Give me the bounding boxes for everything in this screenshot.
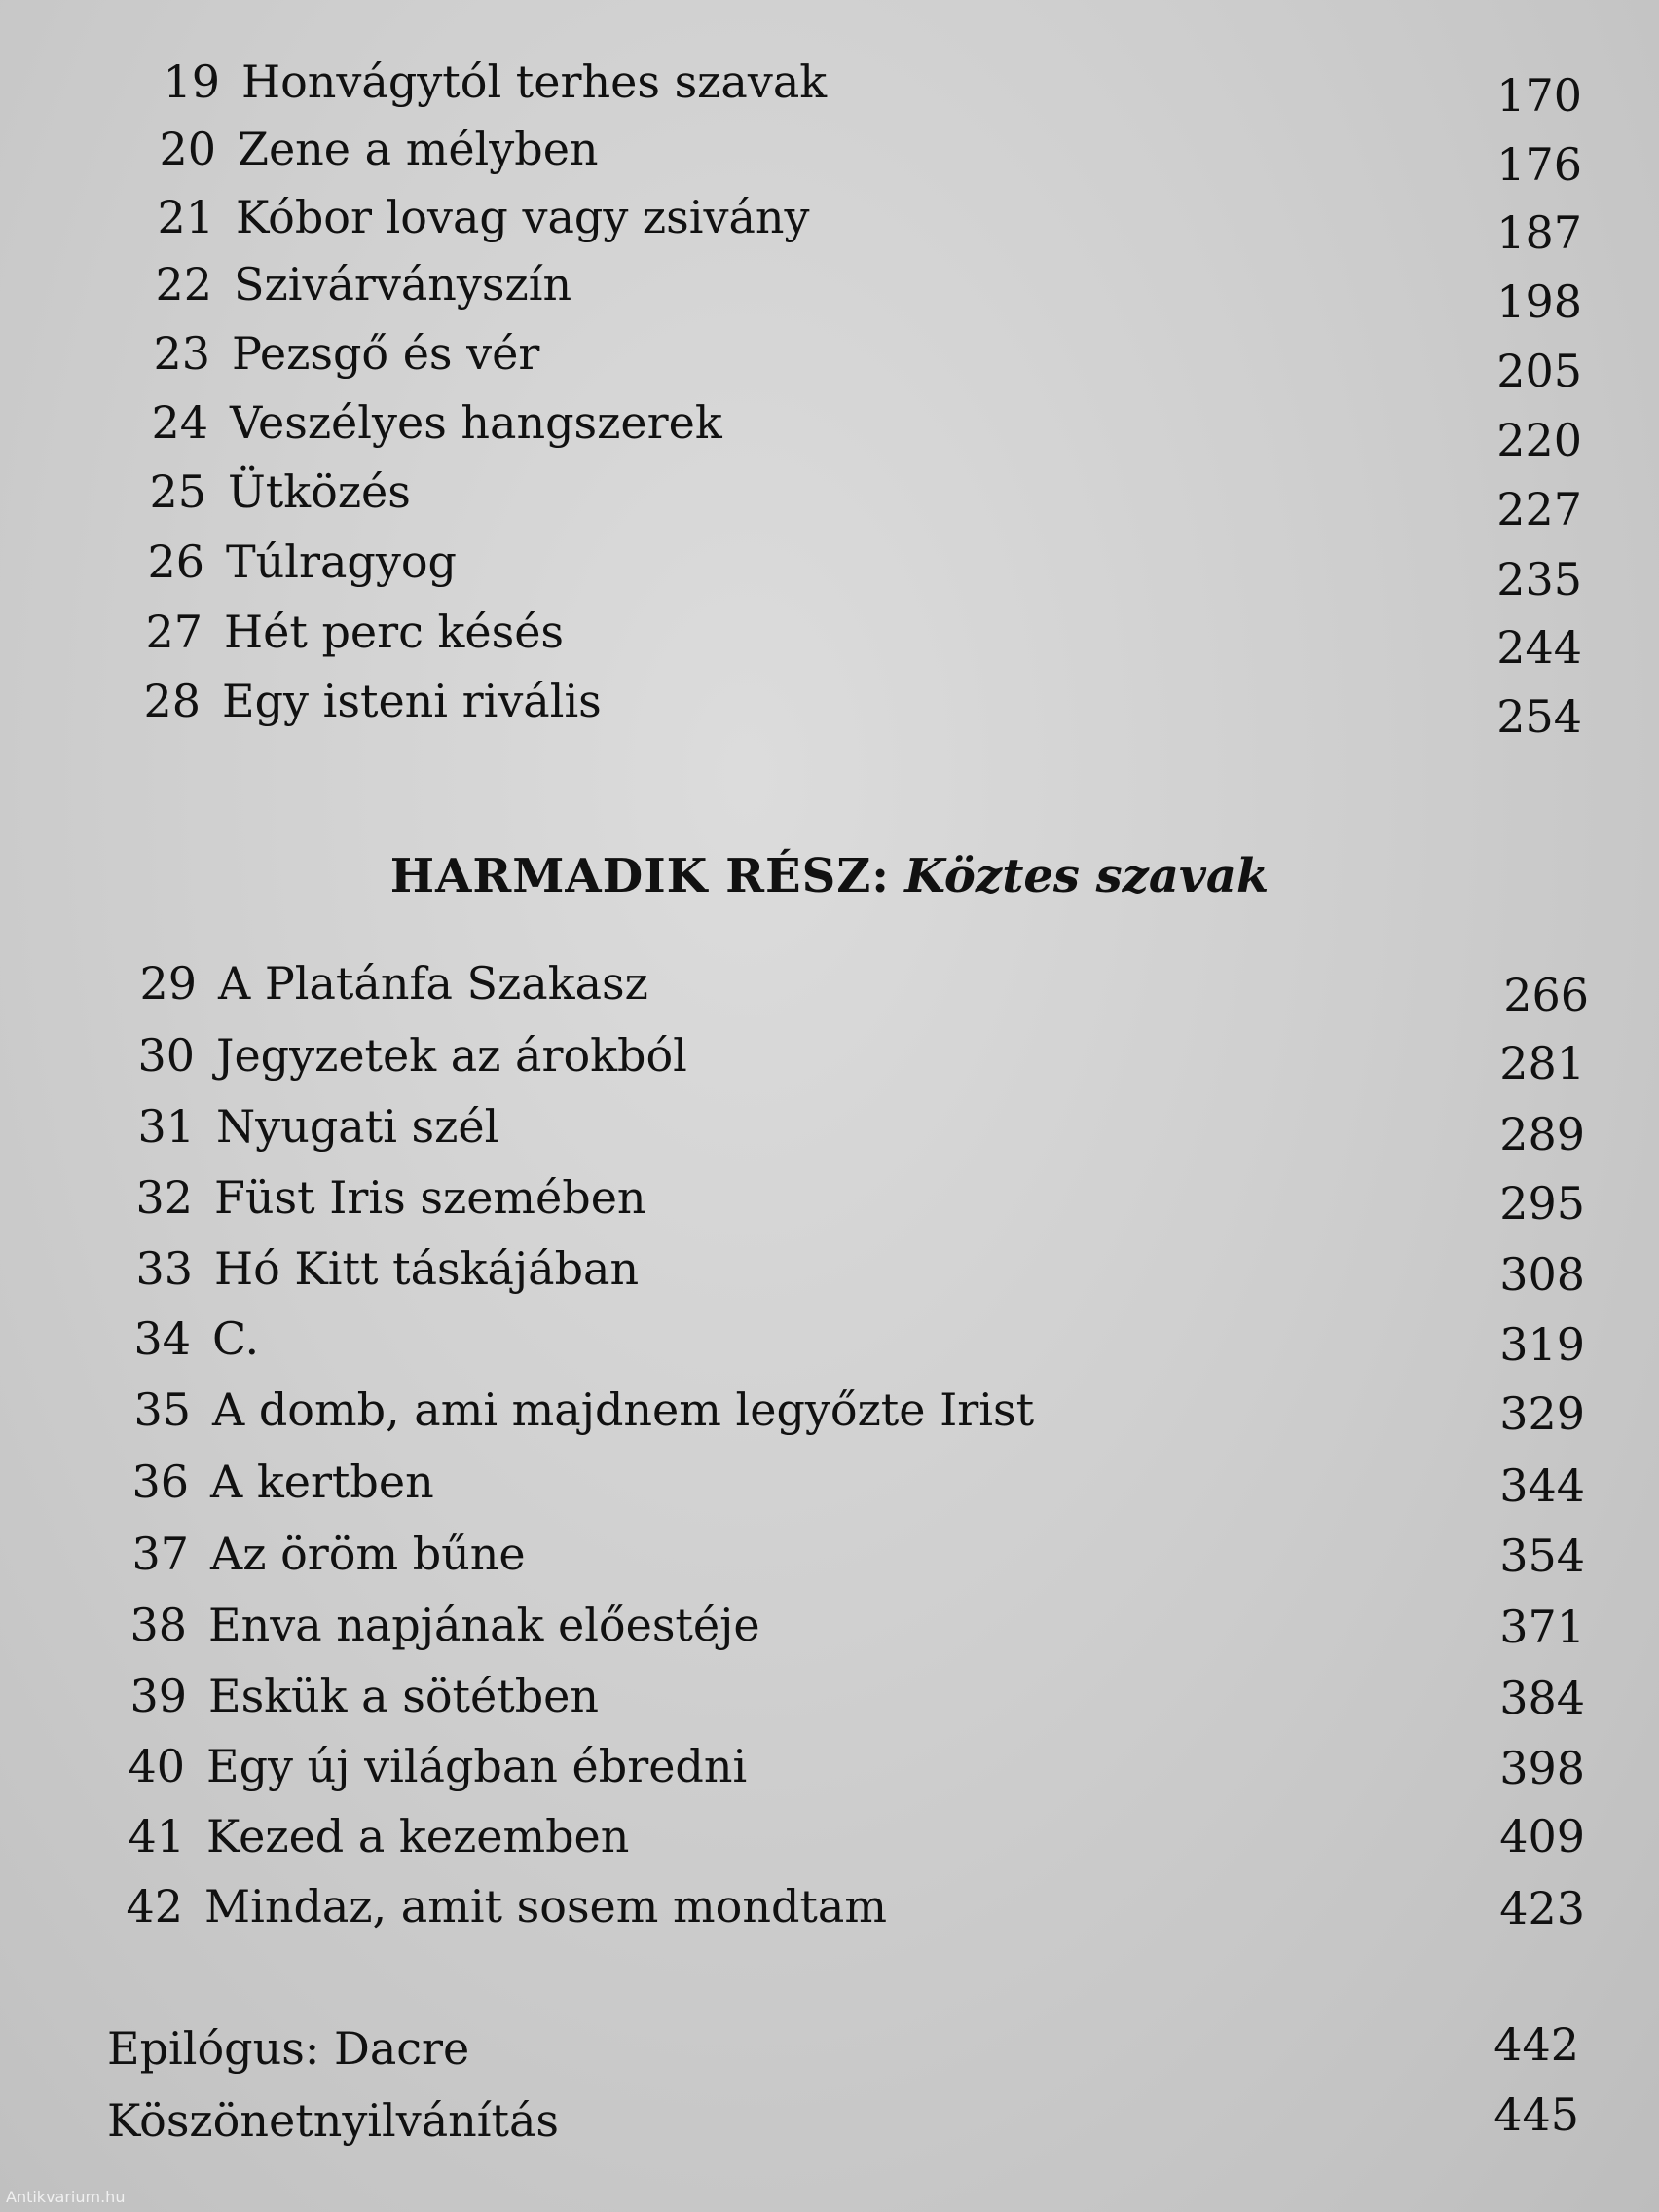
toc-entry-41 <box>109 1807 1585 1865</box>
chapter-title: Füst Iris szemében <box>214 1171 646 1224</box>
site-watermark: Antikvarium.hu <box>6 2188 126 2206</box>
page-number: 281 <box>1499 1037 1585 1089</box>
toc-entry-32 <box>117 1168 1585 1230</box>
page-number: 170 <box>1496 69 1582 122</box>
chapter-number: 40 <box>128 1740 185 1792</box>
page-number: 319 <box>1499 1318 1585 1371</box>
chapter-number: 35 <box>133 1383 191 1436</box>
toc-entry-26 <box>129 533 1582 606</box>
toc-entry-24 <box>132 393 1582 466</box>
part-three-label: HARMADIK RÉSZ: <box>389 849 890 903</box>
chapter-title: Ütközés <box>228 465 411 518</box>
chapter-number: 41 <box>128 1810 185 1862</box>
chapter-title: Hó Kitt táskájában <box>214 1242 640 1295</box>
toc-entry-21 <box>138 188 1582 259</box>
page-number: 187 <box>1496 206 1582 259</box>
toc-entry-34 <box>115 1309 1585 1371</box>
page-number: 308 <box>1499 1248 1585 1301</box>
page-number: 371 <box>1499 1601 1585 1653</box>
chapter-number: 28 <box>143 675 201 727</box>
page-number: 442 <box>1493 2018 1579 2071</box>
toc-entry-37 <box>113 1525 1585 1583</box>
chapter-title: A kertben <box>210 1456 434 1508</box>
part-three-subtitle: Köztes szavak <box>904 849 1270 903</box>
chapter-title: Szivárványszín <box>234 258 572 311</box>
page-number: 176 <box>1496 138 1582 191</box>
chapter-title: Zene a mélyben <box>238 123 599 175</box>
toc-entry-epilogue <box>107 2019 1579 2078</box>
toc-entry-23 <box>134 324 1582 397</box>
chapter-number: 25 <box>149 465 206 518</box>
toc-entry-33 <box>117 1239 1585 1301</box>
chapter-title: Pezsgő és vér <box>232 327 540 380</box>
page-number: 235 <box>1496 553 1582 606</box>
toc-entry-25 <box>130 462 1582 535</box>
chapter-number: 34 <box>133 1312 191 1365</box>
chapter-title: Hét perc késés <box>224 606 565 658</box>
toc-entry-19 <box>144 53 1582 122</box>
toc-entry-38 <box>111 1596 1585 1654</box>
chapter-title: A domb, ami majdnem legyőzte Irist <box>212 1383 1035 1436</box>
chapter-title: Túlragyog <box>226 535 458 588</box>
page-number: 423 <box>1499 1882 1585 1935</box>
toc-entry-29 <box>121 954 1589 1021</box>
acknowledgements-title: Köszönetnyilvánítás <box>107 2094 559 2147</box>
toc-entry-28 <box>125 672 1582 743</box>
chapter-title: Nyugati szél <box>216 1100 499 1153</box>
chapter-number: 33 <box>135 1242 193 1295</box>
chapter-number: 23 <box>153 327 210 380</box>
page-number: 254 <box>1496 690 1582 743</box>
chapter-number: 32 <box>135 1171 193 1224</box>
toc-entry-20 <box>140 120 1582 191</box>
chapter-number: 24 <box>151 396 208 449</box>
chapter-number: 19 <box>163 55 220 108</box>
chapter-number: 20 <box>159 123 216 175</box>
chapter-number: 42 <box>126 1880 183 1933</box>
toc-entry-acknowledgements <box>107 2088 1579 2150</box>
toc-entry-27 <box>127 603 1582 674</box>
chapter-number: 36 <box>131 1456 189 1508</box>
toc-entry-30 <box>119 1026 1585 1089</box>
chapter-number: 31 <box>137 1100 195 1153</box>
page-number: 205 <box>1496 345 1582 397</box>
page-number: 398 <box>1499 1742 1585 1794</box>
chapter-title: Honvágytól terhes szavak <box>241 55 828 108</box>
chapter-number: 26 <box>147 535 204 588</box>
page-number: 244 <box>1496 621 1582 674</box>
page-number: 409 <box>1499 1810 1585 1862</box>
toc-entry-31 <box>119 1097 1585 1161</box>
toc-entry-39 <box>111 1667 1585 1725</box>
toc-entry-40 <box>109 1737 1585 1795</box>
chapter-number: 27 <box>145 606 203 658</box>
page-number: 445 <box>1493 2088 1579 2141</box>
page-number: 344 <box>1499 1459 1585 1512</box>
chapter-title: Kezed a kezemben <box>206 1810 630 1862</box>
page-number: 198 <box>1496 276 1582 328</box>
chapter-title: Enva napjának előestéje <box>208 1599 760 1651</box>
chapter-title: Mindaz, amit sosem mondtam <box>204 1880 887 1933</box>
toc-entry-22 <box>136 255 1582 328</box>
page-number: 295 <box>1499 1177 1585 1230</box>
page-number: 266 <box>1503 969 1589 1021</box>
page-number: 384 <box>1499 1672 1585 1724</box>
chapter-title: Eskük a sötétben <box>208 1670 600 1722</box>
page-number: 329 <box>1499 1387 1585 1440</box>
chapter-number: 38 <box>129 1599 187 1651</box>
chapter-number: 22 <box>155 258 212 311</box>
chapter-number: 39 <box>129 1670 187 1722</box>
page-number: 220 <box>1496 414 1582 466</box>
page-number: 354 <box>1499 1530 1585 1582</box>
chapter-number: 30 <box>137 1029 195 1082</box>
epilogue-title: Epilógus: Dacre <box>107 2022 470 2075</box>
chapter-title: Veszélyes hangszerek <box>230 396 722 449</box>
chapter-title: C. <box>212 1312 260 1365</box>
chapter-title: Egy isteni rivális <box>222 675 602 727</box>
chapter-number: 37 <box>131 1528 189 1580</box>
chapter-title: A Platánfa Szakasz <box>218 957 648 1010</box>
toc-entry-36 <box>113 1453 1585 1511</box>
chapter-title: Az öröm bűne <box>210 1528 526 1580</box>
chapter-number: 29 <box>139 957 197 1010</box>
part-three-heading <box>0 847 1659 905</box>
toc-entry-35 <box>115 1381 1585 1439</box>
toc-entry-42 <box>107 1877 1585 1936</box>
chapter-number: 21 <box>157 191 214 243</box>
page-number: 289 <box>1499 1108 1585 1161</box>
chapter-title: Jegyzetek az árokból <box>216 1029 687 1082</box>
chapter-title: Egy új világban ébredni <box>206 1740 748 1792</box>
page-number: 227 <box>1496 483 1582 535</box>
chapter-title: Kóbor lovag vagy zsivány <box>236 191 810 243</box>
